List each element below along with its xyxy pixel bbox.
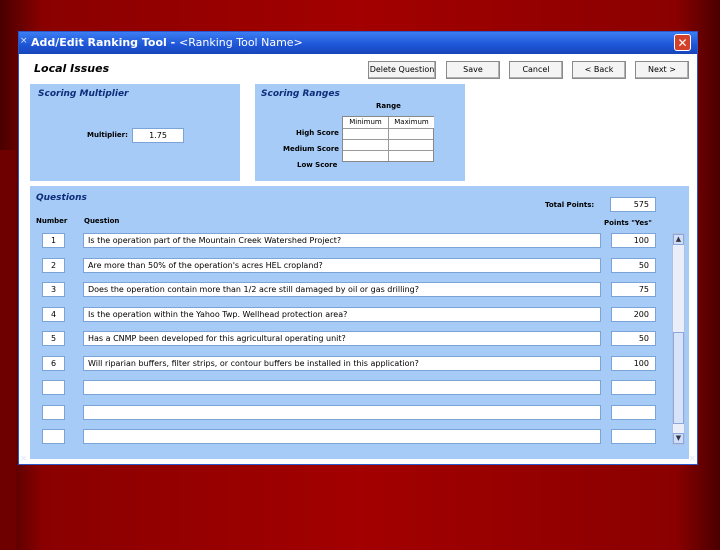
question-number-field[interactable] bbox=[42, 380, 65, 395]
question-text-field[interactable]: Has a CNMP been developed for this agricultural operating unit? bbox=[83, 331, 601, 346]
title-bar bbox=[19, 32, 697, 54]
column-header-question: Question bbox=[84, 217, 120, 225]
question-points-field[interactable] bbox=[611, 429, 656, 444]
question-number-field[interactable]: 1 bbox=[42, 233, 65, 248]
multiplier-input[interactable]: 1.75 bbox=[132, 128, 184, 143]
corner-grip-icon: × bbox=[20, 36, 28, 46]
corner-grip-icon: × bbox=[688, 454, 696, 464]
scoring-ranges-grid[interactable] bbox=[342, 116, 434, 162]
question-number-field[interactable]: 4 bbox=[42, 307, 65, 322]
scoring-multiplier-panel bbox=[30, 84, 240, 181]
question-number-field[interactable]: 5 bbox=[42, 331, 65, 346]
range-label-medium: Medium Score bbox=[283, 145, 340, 153]
question-number-field[interactable]: 3 bbox=[42, 282, 65, 297]
multiplier-label: Multiplier: bbox=[87, 131, 128, 139]
question-text-field[interactable]: Is the operation within the Yahoo Twp. Wellhead protection area? bbox=[83, 307, 601, 322]
question-points-field[interactable] bbox=[611, 405, 656, 420]
question-points-field[interactable]: 50 bbox=[611, 258, 656, 273]
question-text-field[interactable] bbox=[83, 380, 601, 395]
question-text-field[interactable]: Does the operation contain more than 1/2 acre still damaged by oil or gas drilling? bbox=[83, 282, 601, 297]
background-shade bbox=[0, 150, 16, 550]
corner-grip-icon: × bbox=[20, 454, 28, 464]
question-number-field[interactable] bbox=[42, 405, 65, 420]
scoring-ranges-panel bbox=[255, 84, 465, 181]
question-text-field[interactable]: Is the operation part of the Mountain Creek Watershed Project? bbox=[83, 233, 601, 248]
column-header-number: Number bbox=[36, 217, 68, 225]
column-header-points: Points "Yes" bbox=[604, 219, 652, 227]
range-label-high: High Score bbox=[296, 129, 339, 137]
question-number-field[interactable]: 6 bbox=[42, 356, 65, 371]
window-title-app: Add/Edit Ranking Tool - bbox=[31, 36, 180, 49]
question-text-field[interactable] bbox=[83, 429, 601, 444]
total-points-value: 575 bbox=[610, 197, 656, 212]
grid-divider bbox=[343, 128, 433, 129]
question-points-field[interactable]: 100 bbox=[611, 356, 656, 371]
range-label-low: Low Score bbox=[297, 161, 338, 169]
range-header: Range bbox=[376, 102, 401, 110]
question-points-field[interactable]: 200 bbox=[611, 307, 656, 322]
scroll-thumb[interactable] bbox=[673, 332, 684, 424]
question-number-field[interactable]: 2 bbox=[42, 258, 65, 273]
scoring-ranges-title: Scoring Ranges bbox=[261, 89, 340, 99]
form-title: Local Issues bbox=[34, 62, 110, 75]
question-text-field[interactable]: Will riparian buffers, filter strips, or contour buffers be installed in this application? bbox=[83, 356, 601, 371]
back-button[interactable]: < Back bbox=[572, 61, 626, 79]
questions-scrollbar[interactable] bbox=[672, 233, 685, 445]
close-icon[interactable]: ✕ bbox=[674, 34, 691, 51]
save-button[interactable]: Save bbox=[446, 61, 500, 79]
range-col-maximum: Maximum bbox=[389, 117, 434, 128]
question-points-field[interactable]: 100 bbox=[611, 233, 656, 248]
questions-title: Questions bbox=[36, 193, 87, 203]
question-points-field[interactable]: 50 bbox=[611, 331, 656, 346]
window-title-name: <Ranking Tool Name> bbox=[179, 36, 303, 49]
range-col-minimum: Minimum bbox=[343, 117, 388, 128]
arrow-up-icon[interactable]: ▲ bbox=[673, 234, 684, 245]
question-number-field[interactable] bbox=[42, 429, 65, 444]
total-points-label: Total Points: bbox=[545, 201, 595, 209]
cancel-button[interactable]: Cancel bbox=[509, 61, 563, 79]
question-text-field[interactable] bbox=[83, 405, 601, 420]
question-text-field[interactable]: Are more than 50% of the operation's acres HEL cropland? bbox=[83, 258, 601, 273]
next-button[interactable]: Next > bbox=[635, 61, 689, 79]
grid-divider bbox=[343, 139, 433, 140]
grid-divider bbox=[343, 150, 433, 151]
delete-question-button[interactable]: Delete Question bbox=[368, 61, 436, 79]
question-points-field[interactable]: 75 bbox=[611, 282, 656, 297]
ranking-tool-window bbox=[18, 31, 698, 465]
scoring-multiplier-title: Scoring Multiplier bbox=[38, 89, 129, 99]
question-points-field[interactable] bbox=[611, 380, 656, 395]
arrow-down-icon[interactable]: ▼ bbox=[673, 433, 684, 444]
